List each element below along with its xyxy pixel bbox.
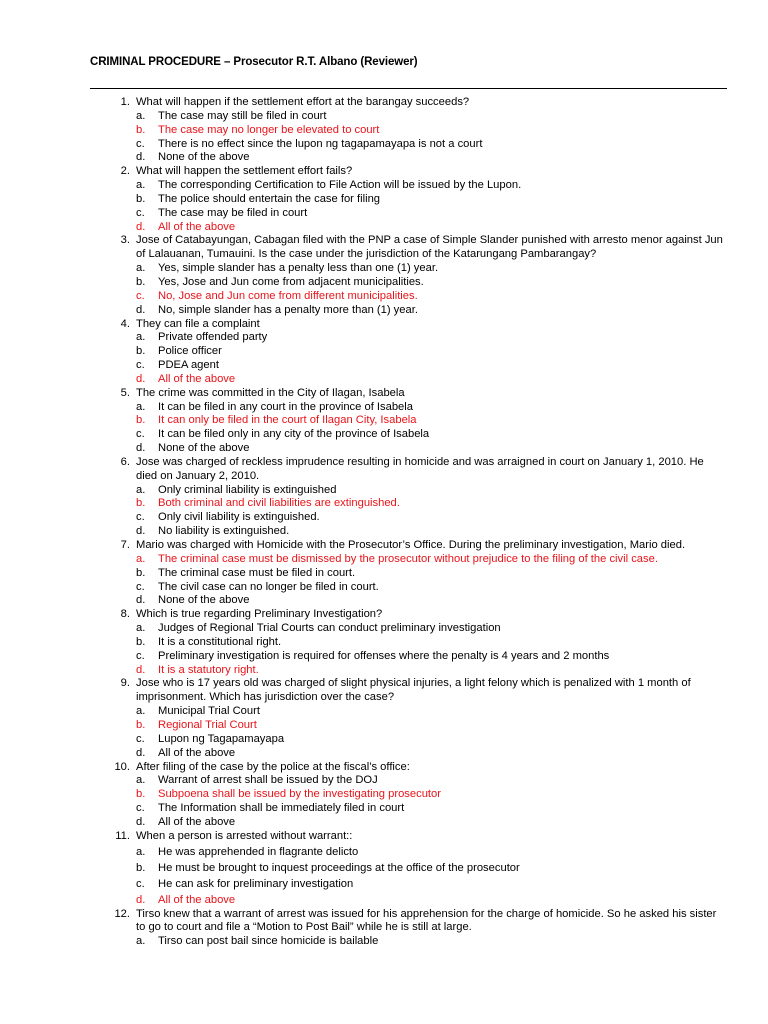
question [108, 456, 728, 484]
option-letter: d. [136, 594, 146, 607]
option-text: No, Jose and Jun come from different municipalities. [158, 289, 418, 302]
answer-option [108, 860, 728, 876]
question-block [108, 387, 728, 456]
question-text: Jose who is 17 years old was charged of slight physical injuries, a light felony which is penalized with 1 month of imprisonment. Which has jurisdiction over the case? [136, 677, 691, 704]
question-number: 6. [120, 455, 130, 468]
option-text: PDEA agent [158, 359, 219, 372]
question-text: Jose of Catabayungan, Cabagan filed with the PNP a case of Simple Slander punished with arresto menor against Jun of Lalauanan, Tumauini. Is the case under the jurisdiction of the Katarungang Pambarangay? [136, 234, 723, 261]
option-letter: d. [136, 746, 146, 759]
option-letter: b. [136, 861, 146, 874]
option-text: None of the above [158, 442, 250, 455]
question-text: The crime was committed in the City of Ilagan, Isabela [136, 386, 405, 399]
answer-option [108, 359, 728, 373]
question-block [108, 539, 728, 608]
question-text: Jose was charged of reckless imprudence resulting in homicide and was arraigned in court on January 1, 2010. He died on January 2, 2010. [136, 455, 704, 482]
question-text: Mario was charged with Homicide with the Prosecutor’s Office. During the preliminary investigation, Mario died. [136, 539, 686, 551]
option-letter: c. [136, 802, 145, 815]
option-text: It can be filed in any court in the province of Isabela [158, 400, 413, 413]
answer-option [108, 733, 728, 747]
answer-option [108, 442, 728, 456]
option-text: It can only be filed in the court of Ilagan City, Isabela [158, 414, 417, 427]
option-letter: a. [136, 845, 146, 858]
answer-option [108, 110, 728, 124]
answer-option-correct [108, 221, 728, 235]
question-block [108, 830, 728, 908]
option-letter: d. [136, 893, 146, 906]
option-text: The police should entertain the case for filing [158, 192, 381, 205]
answer-option-correct [108, 664, 728, 678]
question-number: 2. [120, 165, 130, 178]
option-text: Both criminal and civil liabilities are extinguished. [158, 497, 400, 510]
answer-option [108, 816, 728, 830]
question [108, 96, 728, 110]
option-letter: c. [136, 206, 145, 219]
answer-option [108, 138, 728, 152]
question-text: They can file a complaint [136, 317, 260, 330]
option-letter: b. [136, 788, 146, 801]
option-letter: b. [136, 275, 146, 288]
question-block [108, 234, 728, 317]
answer-option-correct [108, 414, 728, 428]
option-text: Police officer [158, 345, 222, 358]
option-text: No liability is extinguished. [158, 525, 290, 538]
header-rule [90, 88, 727, 89]
question-number: 3. [120, 234, 130, 247]
question-number: 5. [120, 386, 130, 399]
option-text: It is a statutory right. [158, 663, 259, 676]
question-block [108, 456, 728, 539]
answer-option [108, 747, 728, 761]
option-letter: d. [136, 151, 146, 164]
option-letter: d. [136, 663, 146, 676]
option-text: Municipal Trial Court [158, 705, 260, 718]
option-text: None of the above [158, 151, 250, 164]
question [108, 761, 728, 775]
answer-option [108, 935, 728, 949]
option-text: The case may no longer be elevated to court [158, 123, 380, 136]
option-text: The corresponding Certification to File Action will be issued by the Lupon. [158, 179, 522, 192]
answer-option [108, 622, 728, 636]
answer-option [108, 525, 728, 539]
answer-option-correct [108, 892, 728, 908]
option-letter: a. [136, 262, 146, 275]
question-number: 4. [120, 317, 130, 330]
answer-option [108, 636, 728, 650]
option-letter: c. [136, 649, 145, 662]
option-text: Only civil liability is extinguished. [158, 511, 320, 524]
option-letter: c. [136, 428, 145, 441]
question-number: 11. [115, 829, 130, 842]
question-text: When a person is arrested without warrant:: [136, 829, 353, 842]
answer-option-correct [108, 497, 728, 511]
answer-option [108, 844, 728, 860]
option-letter: c. [136, 511, 145, 524]
answer-option-correct [108, 373, 728, 387]
option-letter: c. [136, 877, 145, 890]
answer-option [108, 705, 728, 719]
question [108, 830, 728, 844]
option-letter: a. [136, 400, 146, 413]
answer-option [108, 567, 728, 581]
question-block [108, 761, 728, 830]
answer-option [108, 262, 728, 276]
option-text: Regional Trial Court [158, 718, 257, 731]
option-text: Private offended party [158, 331, 268, 344]
option-text: Subpoena shall be issued by the investigating prosecutor [158, 788, 441, 801]
option-text: The Information shall be immediately filed in court [158, 802, 405, 815]
question-block [108, 96, 728, 165]
option-letter: c. [136, 289, 145, 302]
option-text: The case may be filed in court [158, 206, 308, 219]
option-text: Only criminal liability is extinguished [158, 483, 337, 496]
question [108, 608, 728, 622]
option-letter: b. [136, 414, 146, 427]
option-text: Yes, simple slander has a penalty less than one (1) year. [158, 262, 439, 275]
option-text: No, simple slander has a penalty more than (1) year. [158, 303, 418, 316]
question-number: 10. [114, 760, 130, 773]
option-letter: b. [136, 123, 146, 136]
answer-option [108, 428, 728, 442]
answer-option [108, 581, 728, 595]
option-letter: b. [136, 345, 146, 358]
option-letter: a. [136, 109, 146, 122]
option-letter: d. [136, 372, 146, 385]
option-text: It can be filed only in any city of the province of Isabela [158, 428, 430, 441]
option-letter: c. [136, 580, 145, 593]
option-text: Judges of Regional Trial Courts can conduct preliminary investigation [158, 622, 501, 635]
option-text: He must be brought to inquest proceedings at the office of the prosecutor [158, 861, 520, 874]
question-text: What will happen the settlement effort fails? [136, 165, 353, 178]
option-text: All of the above [158, 893, 236, 906]
question [108, 677, 728, 705]
option-letter: a. [136, 622, 146, 635]
option-letter: d. [136, 442, 146, 455]
option-letter: a. [136, 483, 146, 496]
answer-option-correct [108, 788, 728, 802]
option-letter: b. [136, 497, 146, 510]
question [108, 387, 728, 401]
answer-option-correct [108, 124, 728, 138]
question-text: Which is true regarding Preliminary Investigation? [136, 608, 383, 621]
question [108, 234, 728, 262]
option-letter: d. [136, 303, 146, 316]
option-text: There is no effect since the lupon ng tagapamayapa is not a court [158, 137, 483, 150]
option-letter: a. [136, 705, 146, 718]
answer-option [108, 650, 728, 664]
option-letter: a. [136, 774, 146, 787]
question-number: 1. [120, 96, 130, 108]
option-letter: d. [136, 220, 146, 233]
option-letter: b. [136, 566, 146, 579]
answer-option [108, 331, 728, 345]
answer-option [108, 345, 728, 359]
answer-option [108, 594, 728, 608]
question-block [108, 165, 728, 234]
option-letter: a. [136, 331, 146, 344]
option-text: The civil case can no longer be filed in court. [158, 580, 379, 593]
option-letter: b. [136, 192, 146, 205]
option-text: None of the above [158, 594, 250, 607]
option-letter: a. [136, 552, 146, 565]
question-number: 12. [114, 907, 130, 920]
answer-option-correct [108, 719, 728, 733]
option-letter: b. [136, 718, 146, 731]
answer-option [108, 401, 728, 415]
option-text: Lupon ng Tagapamayapa [158, 732, 285, 745]
option-letter: b. [136, 635, 146, 648]
option-text: The criminal case must be filed in court. [158, 566, 356, 579]
option-letter: c. [136, 732, 145, 745]
option-text: Tirso can post bail since homicide is bailable [158, 935, 379, 948]
option-text: All of the above [158, 746, 236, 759]
question-block [108, 318, 728, 387]
question [108, 165, 728, 179]
answer-option [108, 511, 728, 525]
answer-option-correct [108, 290, 728, 304]
answer-option-correct [108, 553, 728, 567]
option-text: Warrant of arrest shall be issued by the DOJ [158, 774, 378, 787]
option-letter: d. [136, 525, 146, 538]
option-text: The case may still be filed in court [158, 109, 327, 122]
question-text: What will happen if the settlement effort at the barangay succeeds? [136, 96, 470, 108]
question-block [108, 908, 728, 950]
question [108, 908, 728, 936]
question-text: Tirso knew that a warrant of arrest was issued for his apprehension for the charge of homicide. So he asked his sister to go to court and file a “Motion to Post Bail” while he is still at large. [136, 907, 717, 934]
option-letter: c. [136, 137, 145, 150]
option-text: Yes, Jose and Jun come from adjacent municipalities. [158, 275, 424, 288]
answer-option [108, 802, 728, 816]
option-text: The criminal case must be dismissed by the prosecutor without prejudice to the filing of the civil case. [158, 552, 658, 565]
question [108, 539, 728, 553]
question-list [108, 96, 728, 949]
option-text: Preliminary investigation is required for offenses where the penalty is 4 years and 2 months [158, 649, 610, 662]
answer-option [108, 876, 728, 892]
answer-option [108, 774, 728, 788]
answer-option [108, 304, 728, 318]
question [108, 318, 728, 332]
option-letter: a. [136, 179, 146, 192]
option-text: It is a constitutional right. [158, 635, 282, 648]
question-number: 7. [120, 539, 130, 551]
option-text: He was apprehended in flagrante delicto [158, 845, 359, 858]
option-text: All of the above [158, 815, 236, 828]
question-number: 8. [120, 608, 130, 621]
answer-option [108, 484, 728, 498]
question-text: After filing of the case by the police at the fiscal’s office: [136, 760, 410, 773]
question-number: 9. [120, 677, 130, 690]
question-block [108, 608, 728, 677]
document-title: CRIMINAL PROCEDURE – Prosecutor R.T. Albano (Reviewer) [90, 56, 418, 68]
option-letter: a. [136, 935, 146, 948]
answer-option [108, 193, 728, 207]
answer-option [108, 151, 728, 165]
option-text: All of the above [158, 372, 236, 385]
option-text: He can ask for preliminary investigation [158, 877, 354, 890]
question-block [108, 677, 728, 760]
answer-option [108, 207, 728, 221]
option-letter: c. [136, 359, 145, 372]
answer-option [108, 179, 728, 193]
option-letter: d. [136, 815, 146, 828]
option-text: All of the above [158, 220, 236, 233]
answer-option [108, 276, 728, 290]
